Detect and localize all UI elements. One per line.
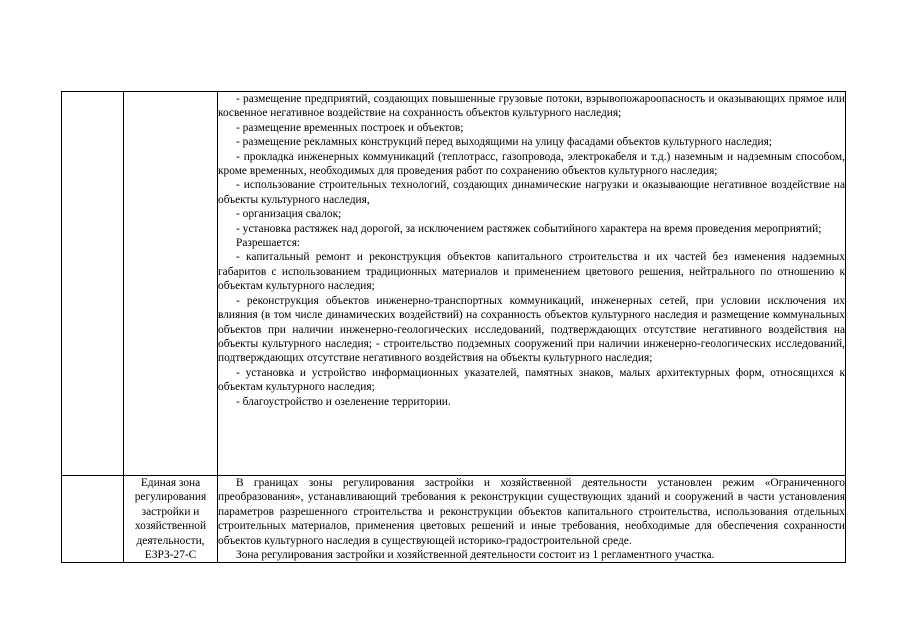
- paragraph: - использование строительных технологий, создающих динамические нагрузки и оказывающие негативное воздействие на объекты культурного наследия,: [218, 179, 845, 206]
- regulation-content-cell: [218, 476, 846, 563]
- paragraph: Зона регулирования застройки и хозяйственной деятельности состоит из 1 регламентного участка.: [236, 549, 715, 562]
- paragraph: - установка и устройство информационных указателей, памятных знаков, малых архитектурных форм, относящихся к объектам культурного наследия;: [218, 366, 845, 394]
- paragraph: В границах зоны регулирования застройки и хозяйственной деятельности установлен режим «Ограниченного преобразования», устанавливающий требования к реконструкции существующих зданий и сооружений в части установления параметров разрешенного строительства и реконструкции объектов капитального строительства, использования отдельных строительных материалов, применения цветовых решений и иные требования, необходимые для обеспечения сохранности объектов культурного наследия в существующей историко-градостроительной среде.: [218, 477, 845, 547]
- regulation-content-cell: [218, 92, 846, 476]
- paragraph: - капитальный ремонт и реконструкция объектов капитального строительства и их частей без изменения надземных габаритов с использованием традиционных материалов и применением цветового решения, нейтрального по отношению к объектам культурного наследия;: [218, 251, 845, 293]
- paragraph: - благоустройство и озеленение территории.: [236, 395, 451, 408]
- table-row: [62, 92, 846, 476]
- zone-name-cell: Единая зона регулирования застройки и хозяйственной деятельности, ЕЗРЗ-27-С: [124, 476, 218, 563]
- paragraph: - размещение временных построек и объектов;: [236, 121, 464, 134]
- zone-name-cell: [124, 92, 218, 476]
- row-number-cell: [62, 476, 124, 563]
- table-row: [62, 476, 846, 563]
- paragraph: - организация свалок;: [236, 208, 342, 221]
- paragraph: - размещение предприятий, создающих повышенные грузовые потоки, взрывопожароопасность и оказывающих прямое или косвенное негативное воздействие на сохранность объектов культурного наследия;: [218, 93, 845, 120]
- regulation-table: [61, 91, 846, 563]
- row-number-cell: [62, 92, 124, 476]
- paragraph: - реконструкция объектов инженерно-транспортных коммуникаций, инженерных сетей, при условии исключения их влияния (в том числе динамических воздействий) на сохранность объектов культурного наследия и размещение коммунальных объектов при наличии инженерно-геологических исследований, подтверждающих отсутствие негативного воздействия на объекты культурного наследия; - строительство подземных сооружений при наличии инженерно-геологических исследований, подтверждающих отсутствие негативного воздействия на объекты культурного наследия;: [218, 294, 845, 365]
- paragraph: - установка растяжек над дорогой, за исключением растяжек событийного характера на время проведения мероприятий;: [236, 222, 822, 235]
- allowed-heading: Разрешается:: [236, 237, 301, 250]
- paragraph: - размещение рекламных конструкций перед выходящими на улицу фасадами объектов культурного наследия;: [236, 136, 773, 149]
- paragraph: - прокладка инженерных коммуникаций (теплотрасс, газопровода, электрокабеля и т.д.) наземным и надземным способом, кроме временных, необходимых для проведения работ по сохранению объектов культурного наследия;: [218, 150, 845, 178]
